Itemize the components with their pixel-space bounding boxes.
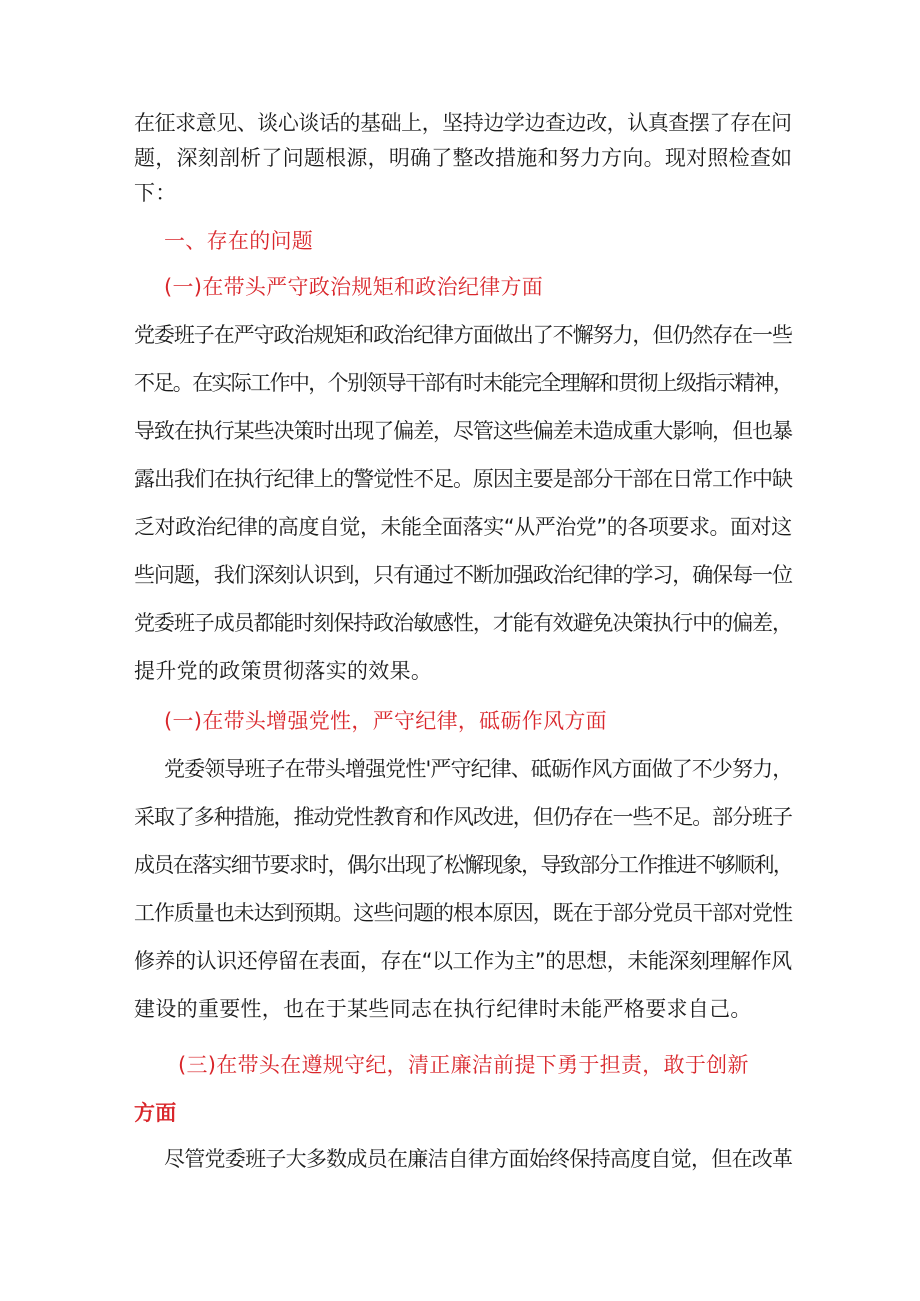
paragraph-line: 党委领导班子在带头增强党性'严守纪律、砥砺作风方面做了不少努力， (164, 757, 793, 781)
section-heading: 一、存在的问题 (164, 229, 314, 253)
subsection-heading: (一)在带头增强党性，严守纪律，砥砺作风方面 (164, 709, 607, 733)
paragraph-line: 尽管党委班子大多数成员在廉洁自律方面始终保持高度自觉，但在改革 (164, 1147, 793, 1171)
paragraph-line: 些问题，我们深刻认识到，只有通过不断加强政治纪律的学习，确保每一位 (134, 563, 792, 587)
intro-line: 在征求意见、谈心谈话的基础上，坚持边学边查边改，认真查摆了存在问 (134, 111, 792, 135)
intro-line: 题，深刻剖析了问题根源，明确了整改措施和努力方向。现对照检查如 (134, 146, 793, 170)
subsection-heading: (三)在带头在遵规守纪，清正廉洁前提下勇于担责，敢于创新 (178, 1053, 749, 1077)
paragraph-line: 党委班子成员都能时刻保持政治敏感性，才能有效避免决策执行中的偏差， (134, 611, 792, 635)
intro-line: 下： (134, 181, 177, 205)
paragraph-line: 导致在执行某些决策时出现了偏差，尽管这些偏差未造成重大影响，但也暴 (134, 419, 792, 443)
paragraph-line: 党委班子在严守政治规矩和政治纪律方面做出了不懈努力，但仍然存在一些 (134, 323, 792, 347)
paragraph-line: 采取了多种措施，推动党性教育和作风改进，但仍存在一些不足。部分班子 (134, 805, 792, 829)
paragraph-line: 露出我们在执行纪律上的警觉性不足。原因主要是部分干部在日常工作中缺 (134, 467, 792, 491)
paragraph-line: 修养的认识还停留在表面，存在“以工作为主”的思想，未能深刻理解作风 (134, 949, 792, 973)
paragraph-line: 工作质量也未达到预期。这些问题的根本原因，既在于部分党员干部对党性 (134, 901, 792, 925)
subsection-heading-continuation: 方面 (134, 1101, 177, 1125)
subsection-heading: (一)在带头严守政治规矩和政治纪律方面 (164, 275, 544, 299)
paragraph-line: 建设的重要性，也在于某些同志在执行纪律时未能严格要求自己。 (134, 997, 752, 1021)
paragraph-line: 乏对政治纪律的高度自觉，未能全面落实“从严治党”的各项要求。面对这 (134, 515, 792, 539)
paragraph-line: 提升党的政策贯彻落实的效果。 (134, 659, 433, 683)
paragraph-line: 成员在落实细节要求时，偶尔出现了松懈现象，导致部分工作推进不够顺利， (134, 853, 793, 877)
paragraph-line: 不足。在实际工作中，个别领导干部有时未能完全理解和贯彻上级指示精神， (134, 371, 793, 395)
